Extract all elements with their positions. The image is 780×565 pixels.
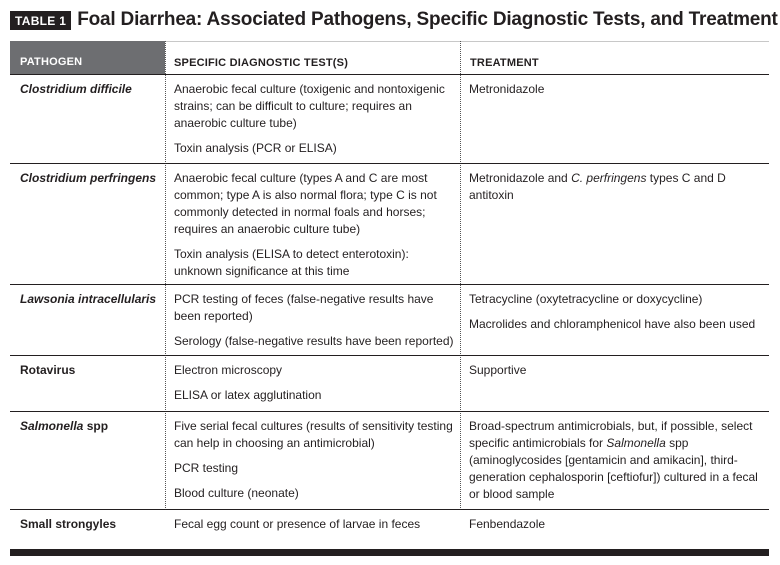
table-row-tests: Anaerobic fecal culture (toxigenic and nontoxigenic strains; can be difficult to culture; requires an anaerobic culture tube) Toxin analysis (PCR or ELISA): [174, 82, 445, 155]
table-row-pathogen: Rotavirus: [20, 363, 76, 377]
table-title: Foal Diarrhea: Associated Pathogens, Specific Diagnostic Tests, and Treatment: [77, 9, 778, 30]
table-row-tests: Electron microscopy ELISA or latex agglutination: [174, 363, 322, 402]
table-bottom-bar: [10, 549, 769, 556]
header-pathogen-cell: [10, 41, 165, 74]
table-row-tests: Five serial fecal cultures (results of sensitivity testing can help in choosing an antimicrobial) PCR testing Blood culture (neonate): [174, 419, 453, 500]
header-tests: SPECIFIC DIAGNOSTIC TEST(S): [174, 57, 349, 69]
header-pathogen: PATHOGEN: [20, 56, 83, 68]
table-title-row: [10, 8, 778, 32]
table-row-treatment: Fenbendazole: [469, 517, 546, 531]
table-row-treatment: Supportive: [469, 363, 527, 377]
table-row-pathogen: Lawsonia intracellularis: [20, 292, 157, 306]
table-row-treatment: Broad-spectrum antimicrobials, but, if possible, select specific antimicrobials for Salmonella spp (aminoglycosides [gentamicin and amikacin], third-generation cephalosporin [ceftiofur]) cultured in a fecal or blood sample: [469, 419, 758, 501]
table-number-tag: TABLE 1: [10, 11, 71, 30]
table-row-tests: Fecal egg count or presence of larvae in feces: [174, 517, 421, 531]
table-row-pathogen: Clostridium perfringens: [20, 171, 157, 185]
header-right-cells: [165, 41, 769, 74]
table-row-tests: Anaerobic fecal culture (types A and C are most common; type A is also normal flora; type C is not commonly detected in normal foals and horses; requires an anaerobic culture tube) Toxin analysis (ELISA to detect enterotoxin): unknown significance at this time: [174, 171, 437, 278]
table-row-tests: PCR testing of feces (false-negative results have been reported) Serology (false-negative results have been reported): [174, 292, 454, 348]
table-row-pathogen: Salmonella spp: [20, 419, 109, 433]
table-row-pathogen: Clostridium difficile: [20, 82, 132, 96]
column-divider: [165, 41, 166, 510]
table-row-treatment: Metronidazole and C. perfringens types C and D antitoxin: [469, 171, 726, 202]
table-row-pathogen: Small strongyles: [20, 517, 117, 531]
column-divider: [460, 41, 461, 510]
table-row-treatment: Metronidazole: [469, 82, 545, 96]
row-rule: [10, 74, 769, 75]
header-treatment: TREATMENT: [470, 57, 539, 69]
table-row-treatment: Tetracycline (oxytetracycline or doxycycline) Macrolides and chloramphenicol have also been used: [469, 292, 756, 331]
